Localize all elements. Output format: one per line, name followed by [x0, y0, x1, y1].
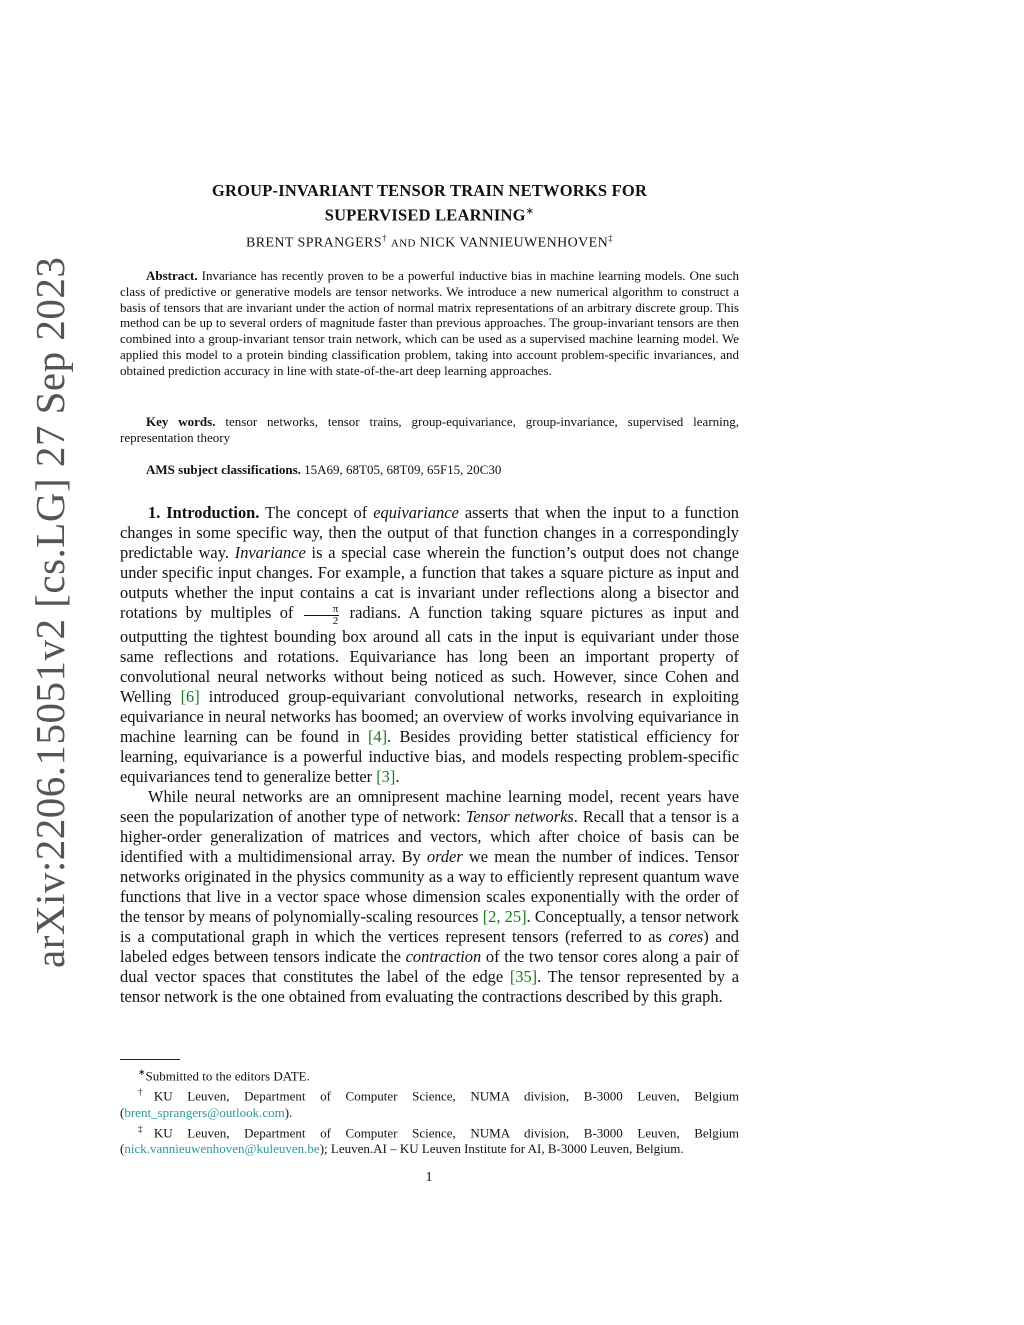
footnote-1: [120, 1064, 739, 1084]
author-1: BRENT SPRANGERS: [245, 235, 383, 251]
text-run: radians. A function taking square pictures as input and outputting the tightest bounding box around all cats in the input is equivariant under those same reflections and rotations. Equivariance has long been an important property of convolutional neural networks without being noticed as such. However, since Cohen and Welling: [120, 603, 739, 706]
author-1-mark: †: [382, 233, 387, 243]
footnote-punct: (: [120, 1104, 125, 1120]
citation-link[interactable]: [6]: [180, 687, 200, 706]
footnote-punct: ).: [284, 1104, 293, 1120]
text-run: . Recall that a tensor is a higher-order generalization of matrices and vectors, which after choice of basis can be identified with a multidimensional array. By: [120, 807, 739, 866]
ams-label: AMS subject classifications.: [146, 462, 301, 477]
ams-text: 15A69, 68T05, 68T09, 65F15, 20C30: [304, 462, 502, 477]
text-run: The concept of: [265, 503, 368, 522]
text-run: we mean the number of indices. Tensor networks originated in the physics community as a way to efficiently represent quantum wave functions that live in a vector space whose dimension scales exponentially with the order of the tensor by means of polynomially-scaling resources: [120, 847, 739, 926]
footnote-text: Submitted to the editors DATE.: [145, 1068, 310, 1084]
footnote-3: [120, 1121, 739, 1157]
emphasis: Invariance: [234, 543, 306, 562]
fraction-denominator: 2: [332, 615, 339, 627]
emphasis: equivariance: [373, 503, 459, 522]
abstract: [120, 268, 739, 379]
abstract-label: Abstract.: [146, 268, 198, 283]
text-run: asserts that when the input to a function changes in some specific way, then the output of that function changes in a correspondingly predictable way.: [120, 503, 739, 562]
footnote-mark: †: [138, 1087, 154, 1098]
abstract-text: Invariance has recently proven to be a powerful inductive bias in machine learning models. One such class of predictive or generative models are tensor networks. We introduce a new numerical algorithm to construct a basis of tensors that are invariant under the action of normal matrix representations of an arbitrary discrete group. This method can be up to several orders of magnitude faster than previous approaches. The group-invariant tensors are then combined into a group-invariant tensor train network, which can be used as a supervised machine learning model. We applied this model to a protein binding classification problem, taking into account problem-specific invariances, and obtained prediction accuracy in line with state-of-the-art deep learning approaches.: [120, 268, 740, 378]
author-2: NICK VANNIEUWENHOVEN: [419, 235, 609, 251]
author-conjunction: AND: [390, 237, 416, 250]
citation-link[interactable]: [4]: [367, 727, 388, 746]
author-2-mark: ‡: [608, 233, 614, 243]
footnote-text: ); Leuven.AI – KU Leuven Institute for AI, B-3000 Leuven, Belgium.: [319, 1140, 684, 1156]
text-run: is a special case wherein the function’s output does not change under specific input changes. For example, a function that takes a square picture as input and outputs whether the input contains a cat is invariant under reflections along a bisector and rotations by multiples of: [120, 543, 739, 622]
fraction-pi-over-2: [304, 604, 340, 627]
emphasis: order: [426, 847, 463, 866]
text-run: While neural networks are an omnipresent machine learning model, recent years have seen the popularization of another type of network:: [120, 787, 739, 826]
title-footnote-mark: ∗: [525, 206, 535, 217]
ams-classifications: [120, 462, 739, 478]
email-link[interactable]: brent_sprangers@outlook.com: [124, 1104, 285, 1120]
title-line-1: GROUP-INVARIANT TENSOR TRAIN NETWORKS FOR: [211, 181, 648, 200]
emphasis: cores: [668, 927, 704, 946]
fraction-numerator: π: [304, 604, 340, 616]
text-run: ) and labeled edges between tensors indicate the: [120, 927, 739, 966]
text-run: of the two tensor cores along a pair of dual vector spaces that constitutes the label of the edge: [120, 947, 739, 986]
citation-link[interactable]: [35]: [509, 967, 538, 986]
footnote-text: KU Leuven, Department of Computer Science, NUMA division, B-3000 Leuven, Belgium: [153, 1088, 740, 1104]
section-heading: 1. Introduction.: [148, 503, 260, 522]
paper-title: [120, 180, 739, 226]
introduction-section: [120, 503, 739, 1007]
footnote-punct: (: [120, 1140, 125, 1156]
keywords-text: tensor networks, tensor trains, group-equivariance, group-invariance, supervised learning, representation theory: [120, 414, 740, 445]
footnotes: [120, 1064, 739, 1157]
footnote-text: KU Leuven, Department of Computer Science, NUMA division, B-3000 Leuven, Belgium: [153, 1124, 740, 1140]
text-run: . Conceptually, a tensor network is a computational graph in which the vertices represent tensors (referred to as: [120, 907, 739, 946]
emphasis: Tensor networks: [465, 807, 574, 826]
footnote-mark: ‡: [138, 1123, 154, 1134]
text-run: introduced group-equivariant convolutional networks, research in exploiting equivariance in neural networks has boomed; an overview of works involving equivariance in machine learning can be found in: [120, 687, 739, 746]
author-list: [120, 233, 739, 252]
keywords: [120, 414, 739, 446]
text-run: . The tensor represented by a tensor network is the one obtained from evaluating the contractions described by this graph.: [120, 967, 739, 1006]
text-run: .: [395, 767, 400, 786]
text-run: . Besides providing better statistical efficiency for learning, equivariance is a powerful inductive bias, and models respecting problem-specific equivariances tend to generalize better: [120, 727, 739, 786]
footnote-divider: [120, 1059, 180, 1060]
citation-link[interactable]: [2, 25]: [482, 907, 527, 926]
footnote-2: [120, 1084, 739, 1120]
footnote-mark: ∗: [138, 1067, 146, 1077]
page-number: 1: [425, 1170, 433, 1185]
keywords-label: Key words.: [146, 414, 216, 429]
email-link[interactable]: nick.vannieuwenhoven@kuleuven.be: [124, 1140, 320, 1156]
intro-paragraph-1: [120, 503, 739, 787]
intro-paragraph-2: [120, 787, 739, 1007]
title-line-2: SUPERVISED LEARNING: [324, 205, 526, 225]
arxiv-identifier: arXiv:2206.15051v2 [cs.LG] 27 Sep 2023: [27, 256, 73, 968]
citation-link[interactable]: [3]: [376, 767, 396, 786]
emphasis: contraction: [405, 947, 482, 966]
